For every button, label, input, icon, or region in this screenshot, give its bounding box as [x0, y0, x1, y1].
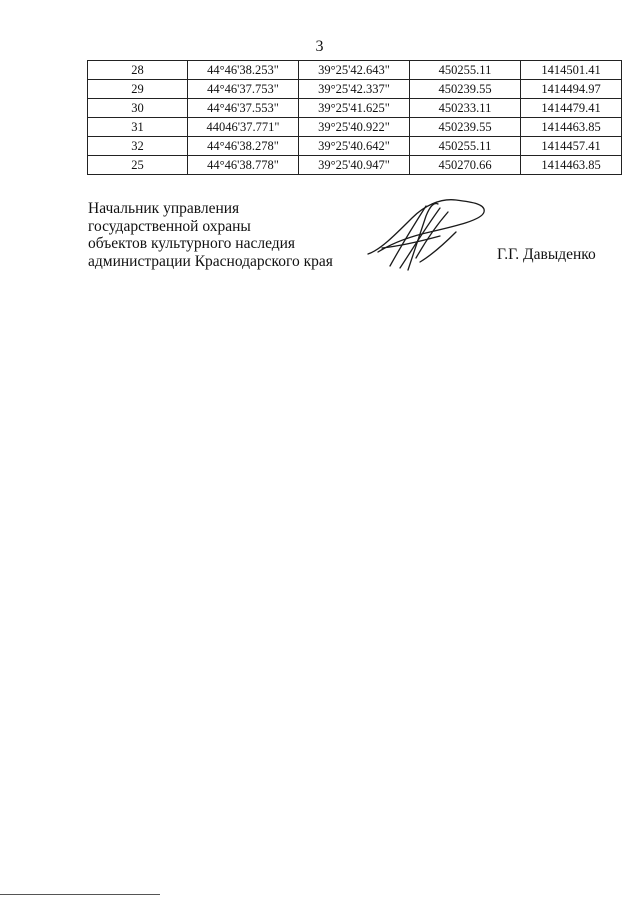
latitude-cell: 44°46'37.553"	[188, 99, 299, 118]
y-coordinate-cell: 1414457.41	[521, 137, 622, 156]
table-row	[88, 99, 622, 118]
latitude-cell: 44°46'38.278"	[188, 137, 299, 156]
footer-divider	[0, 894, 160, 895]
table-row	[88, 80, 622, 99]
latitude-cell: 44°46'37.753"	[188, 80, 299, 99]
y-coordinate-cell: 1414463.85	[521, 118, 622, 137]
y-coordinate-cell: 1414479.41	[521, 99, 622, 118]
longitude-cell: 39°25'40.642"	[299, 137, 410, 156]
signatory-name: Г.Г. Давыденко	[497, 246, 596, 263]
latitude-cell: 44046'37.771"	[188, 118, 299, 137]
y-coordinate-cell: 1414494.97	[521, 80, 622, 99]
coordinates-table	[87, 60, 622, 175]
table-row	[88, 137, 622, 156]
point-number-cell: 31	[88, 118, 188, 137]
longitude-cell: 39°25'40.922"	[299, 118, 410, 137]
point-number-cell: 28	[88, 61, 188, 80]
x-coordinate-cell: 450255.11	[410, 61, 521, 80]
signatory-title-line: Начальник управления	[88, 200, 240, 217]
signatory-title-line: администрации Краснодарского края	[88, 252, 333, 270]
point-number-cell: 25	[88, 156, 188, 175]
y-coordinate-cell: 1414463.85	[521, 156, 622, 175]
longitude-cell: 39°25'42.643"	[299, 61, 410, 80]
signatory-title-line: государственной охраны	[88, 217, 251, 235]
latitude-cell: 44°46'38.253"	[188, 61, 299, 80]
latitude-cell: 44°46'38.778"	[188, 156, 299, 175]
y-coordinate-cell: 1414501.41	[521, 61, 622, 80]
x-coordinate-cell: 450239.55	[410, 118, 521, 137]
x-coordinate-cell: 450233.11	[410, 99, 521, 118]
signatory-title	[88, 200, 333, 270]
x-coordinate-cell: 450255.11	[410, 137, 521, 156]
point-number-cell: 30	[88, 99, 188, 118]
page-number: 3	[315, 38, 324, 55]
longitude-cell: 39°25'40.947"	[299, 156, 410, 175]
longitude-cell: 39°25'41.625"	[299, 99, 410, 118]
table-row	[88, 61, 622, 80]
table-row	[88, 156, 622, 175]
handwritten-signature	[360, 192, 500, 272]
table-row	[88, 118, 622, 137]
longitude-cell: 39°25'42.337"	[299, 80, 410, 99]
x-coordinate-cell: 450270.66	[410, 156, 521, 175]
x-coordinate-cell: 450239.55	[410, 80, 521, 99]
signatory-title-line: объектов культурного наследия	[88, 235, 296, 252]
point-number-cell: 32	[88, 137, 188, 156]
point-number-cell: 29	[88, 80, 188, 99]
